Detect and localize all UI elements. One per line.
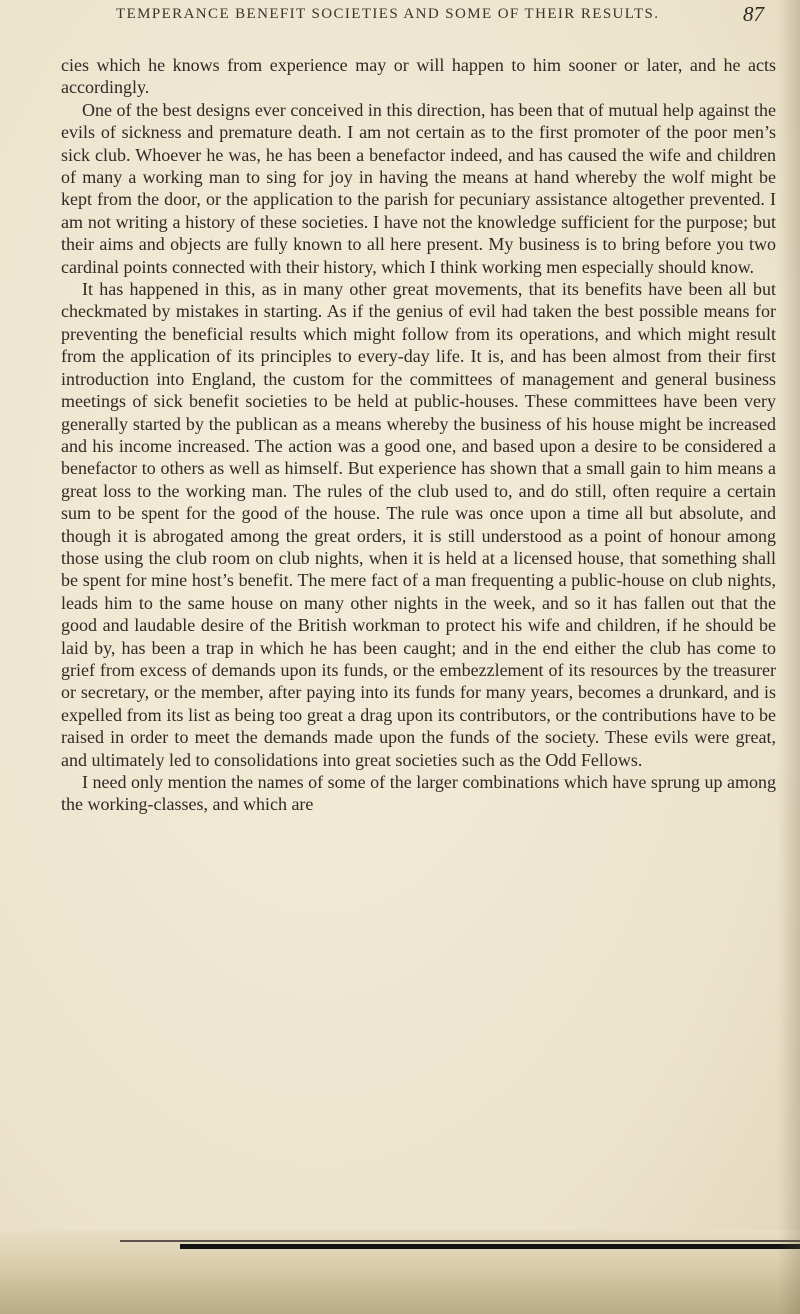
paragraph-continuation: cies which he knows from experience may or will happen to him sooner or later, and he acts accordingly. <box>61 55 776 98</box>
paragraph: One of the best designs ever conceived in this direction, has been that of mutual help against the evils of sickness and premature death. I am not certain as to the first promoter of the poor men’s sick club. Whoever he was, he has been a benefactor indeed, and has caused the wife and children of many a working man to sing for joy in having the means at hand whereby the wolf might be kept from the door, or the application to the parish for pecuniary assistance altogether prevented. I am not writing a history of these societies. I have not the knowledge sufficient for the purpose; but their aims and objects are fully known to all here present. My business is to bring before you two cardinal points connected with their history, which I think working men especially should know. <box>61 99 776 277</box>
running-head: TEMPERANCE BENEFIT SOCIETIES AND SOME OF THEIR RESULTS. <box>116 6 660 22</box>
page-number: 87 <box>743 2 764 26</box>
paragraph: It has happened in this, as in many other great movements, that its benefits have been all but checkmated by mistakes in starting. As if the genius of evil had taken the best possible means for preventing the beneficial results which might follow from its operations, and which might result from the application of its principles to every-day life. It is, and has been almost from their first introduction into England, the custom for the committees of management and general business meetings of sick benefit societies to be held at public-houses. These committees have been very generally started by the publican as a means whereby the business of his house might be increased and his income increased. The action was a good one, and based upon a desire to be considered a benefactor to others as well as himself. But experience has shown that a small gain to him means a great loss to the working man. The rules of the club used to, and do still, often require a certain sum to be spent for the good of the house. The rule was once upon a time all but absolute, and though it is abrogated among the great orders, it is still understood as a point of honour among those using the club room on club nights, when it is held at a licensed house, that something shall be spent for mine host’s benefit. The mere fact of a man frequenting a public-house on club nights, leads him to the same house on many other nights in the week, and so it has fallen out that the good and laudable desire of the British workman to protect his wife and children, if he should be laid by, has been a trap in which he has been caught; and in the end either the club has come to grief from excess of demands upon its funds, or the embezzlement of its resources by the treasurer or secretary, or the member, after paying into its funds for many years, becomes a drunkard, and is expelled from its list as being too great a drag upon its contributors, or the contributions have to be raised in order to meet the demands made upon the funds of the society. These evils were great, and ultimately led to consolidations into great societies such as the Odd Fellows. <box>61 279 776 770</box>
body-text <box>61 54 776 816</box>
page-bottom-edge <box>0 1230 800 1314</box>
paragraph: I need only mention the names of some of the larger combinations which have sprung up among the working-classes, and which are <box>61 772 776 815</box>
page-edge-shadow <box>778 0 800 1314</box>
scan-edge-rule <box>180 1244 800 1249</box>
scan-edge-line <box>120 1240 800 1242</box>
